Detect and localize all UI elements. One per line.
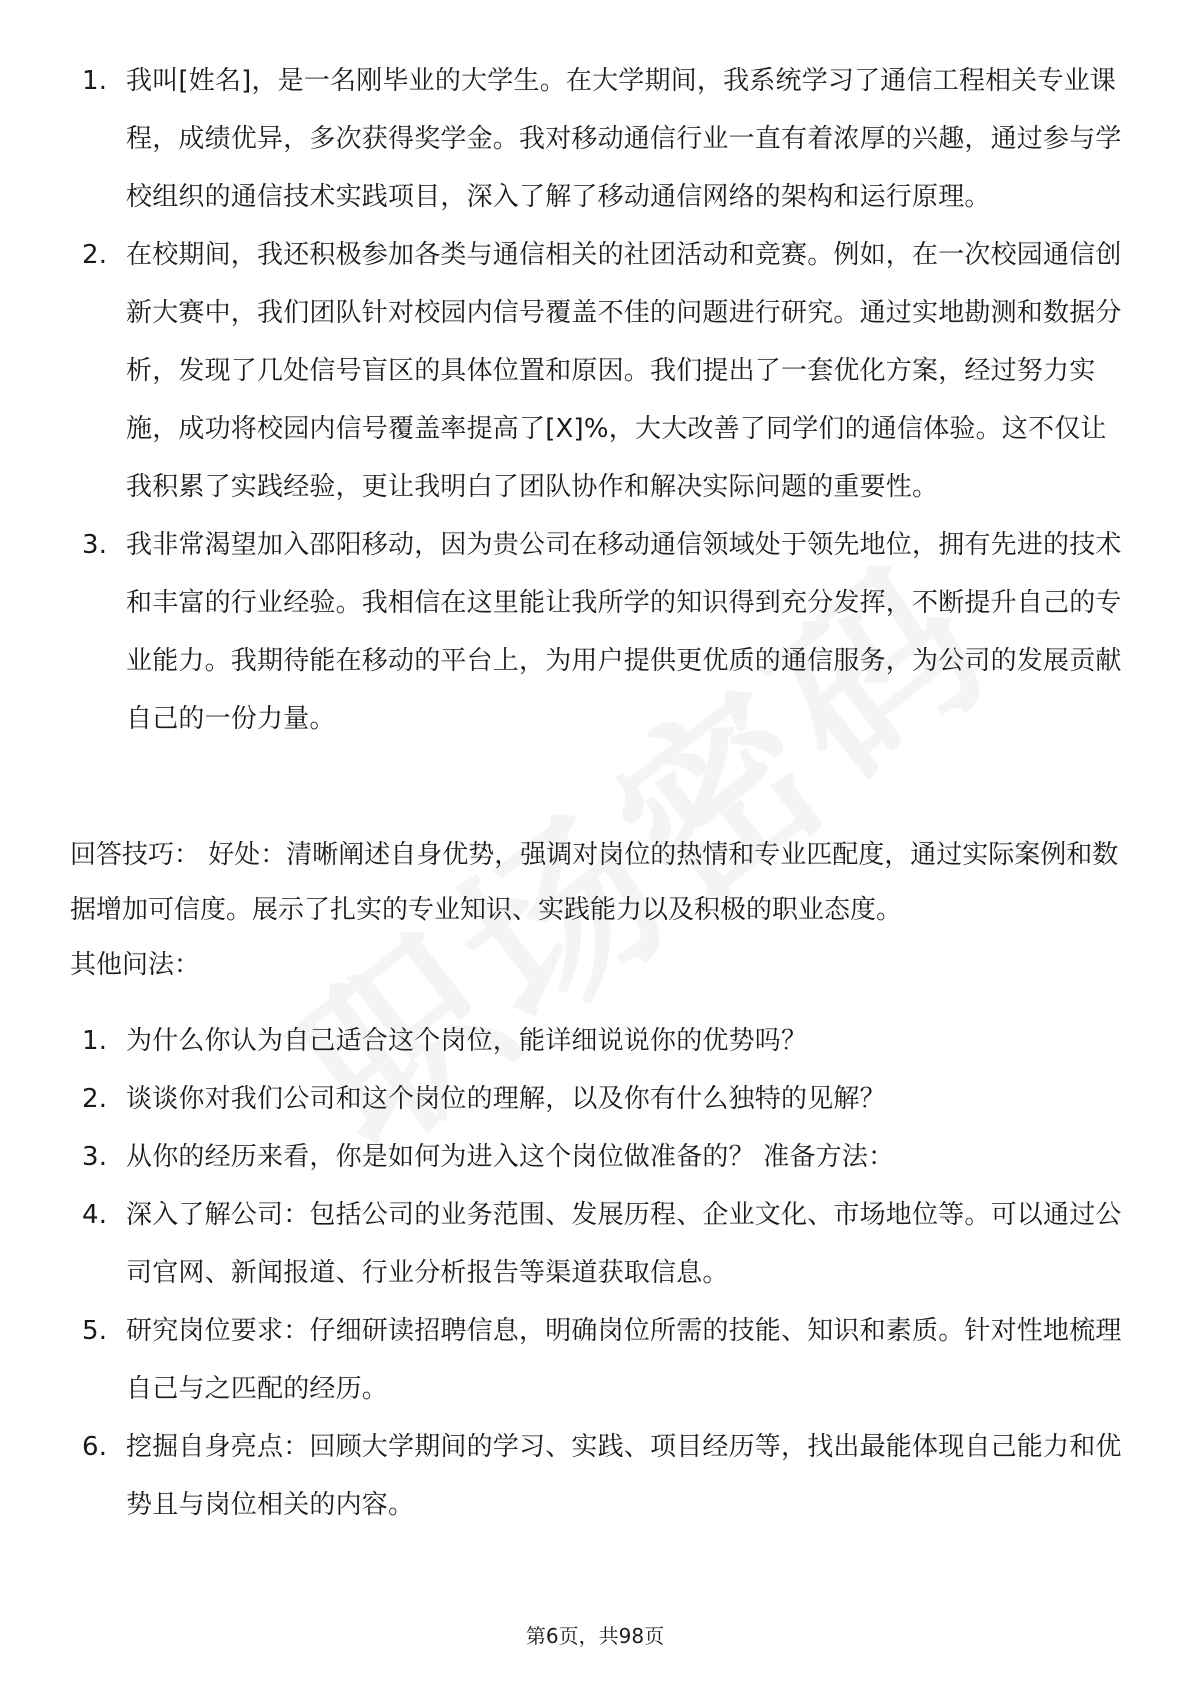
answer-tips-paragraph: 回答技巧： 好处：清晰阐述自身优势，强调对岗位的热情和专业匹配度，通过实际案例和数据增加可信度。展示了扎实的专业知识、实践能力以及积极的职业态度。 xyxy=(70,840,1119,925)
list-number: 1. xyxy=(82,66,108,96)
list-number: 3. xyxy=(82,1142,108,1172)
list-item-text: 在校期间，我还积极参加各类与通信相关的社团活动和竞赛。例如，在一次校园通信创新大赛中，我们团队针对校园内信号覆盖不佳的问题进行研究。通过实地勘测和数据分析，发现了几处信号盲区的具体位置和原因。我们提出了一套优化方案，经过努力实施，成功将校园内信号覆盖率提高了[X]%，大大改善了同学们的通信体验。这不仅让我积累了实践经验，更让我明白了团队协作和解决实际问题的重要性。 xyxy=(126,240,1122,502)
answer-list xyxy=(82,52,1122,748)
list-item xyxy=(82,1128,1122,1186)
list-item xyxy=(82,1418,1122,1534)
list-item-text: 研究岗位要求：仔细研读招聘信息，明确岗位所需的技能、知识和素质。针对性地梳理自己与之匹配的经历。 xyxy=(126,1316,1122,1404)
list-item-text: 谈谈你对我们公司和这个岗位的理解，以及你有什么独特的见解？ xyxy=(126,1084,886,1114)
list-item-text: 挖掘自身亮点：回顾大学期间的学习、实践、项目经历等，找出最能体现自己能力和优势且与岗位相关的内容。 xyxy=(126,1432,1122,1520)
list-item-text: 我叫[姓名]，是一名刚毕业的大学生。在大学期间，我系统学习了通信工程相关专业课程，成绩优异，多次获得奖学金。我对移动通信行业一直有着浓厚的兴趣，通过参与学校组织的通信技术实践项目，深入了解了移动通信网络的架构和运行原理。 xyxy=(126,66,1122,212)
list-number: 2. xyxy=(82,1084,108,1114)
list-item-text: 从你的经历来看，你是如何为进入这个岗位做准备的？ 准备方法： xyxy=(126,1142,895,1172)
list-number: 4. xyxy=(82,1200,108,1230)
list-item xyxy=(82,1186,1122,1302)
list-item-text: 深入了解公司：包括公司的业务范围、发展历程、企业文化、市场地位等。可以通过公司官网、新闻报道、行业分析报告等渠道获取信息。 xyxy=(126,1200,1122,1288)
list-item xyxy=(82,226,1122,516)
list-number: 2. xyxy=(82,240,108,270)
list-item-text: 我非常渴望加入邵阳移动，因为贵公司在移动通信领域处于领先地位，拥有先进的技术和丰富的行业经验。我相信在这里能让我所学的知识得到充分发挥，不断提升自己的专业能力。我期待能在移动的平台上，为用户提供更优质的通信服务，为公司的发展贡献自己的一份力量。 xyxy=(126,530,1122,734)
list-item xyxy=(82,516,1122,748)
list-item xyxy=(82,1302,1122,1418)
list-number: 1. xyxy=(82,1026,108,1056)
other-questions-label: 其他问法： xyxy=(70,950,201,980)
list-number: 6. xyxy=(82,1432,108,1462)
page-number-footer: 第6页，共98页 xyxy=(525,1624,665,1648)
list-number: 3. xyxy=(82,530,108,560)
list-item xyxy=(82,1012,1122,1070)
list-item-text: 为什么你认为自己适合这个岗位，能详细说说你的优势吗？ xyxy=(126,1026,808,1056)
other-questions-list xyxy=(82,1012,1122,1534)
list-number: 5. xyxy=(82,1316,108,1346)
list-item xyxy=(82,1070,1122,1128)
list-item xyxy=(82,52,1122,226)
